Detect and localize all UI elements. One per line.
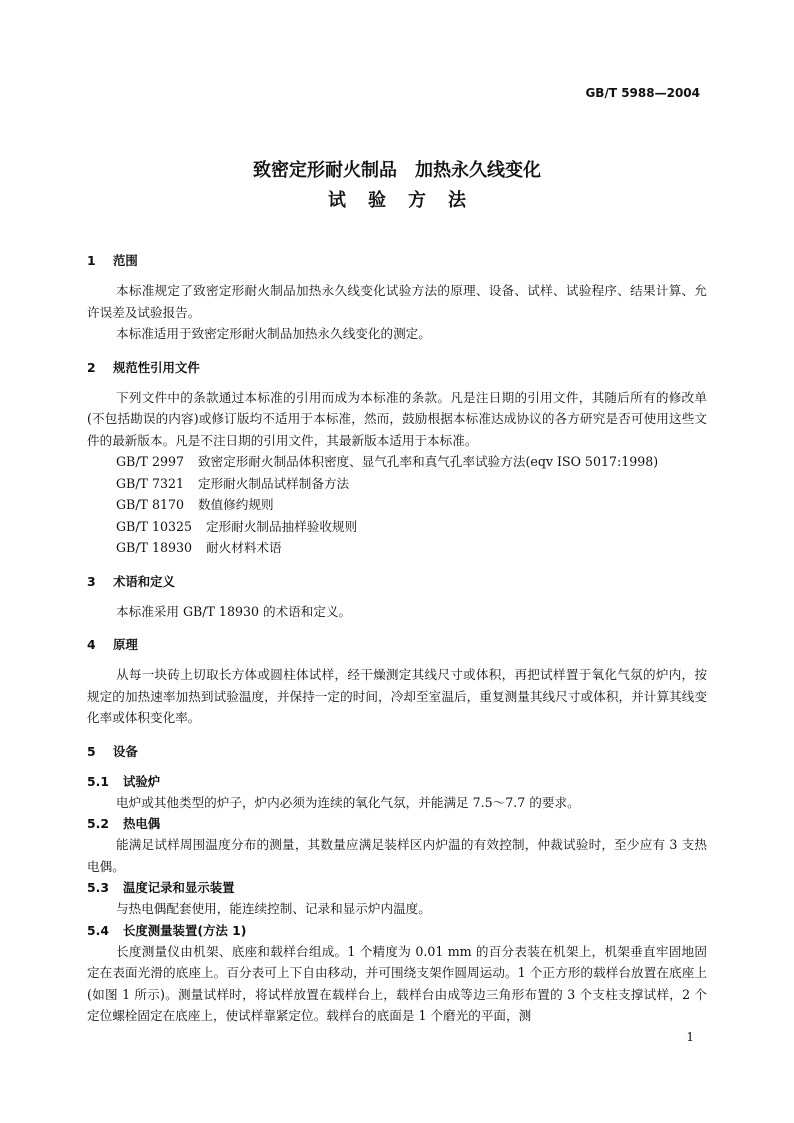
section-4-paragraph-1: 从每一块砖上切取长方体或圆柱体试样，经干燥测定其线尺寸或体积，再把试样置于氧化气氛的炉内，按规定的加热速率加热到试验温度，并保持一定的时间，冷却至室温后，重复测量其线尺寸或体积，并计算其线变化率或体积变化率。 <box>87 667 707 725</box>
subsection-heading-5-4: 5.4 长度测量装置(方法 1) <box>87 922 247 938</box>
document-body <box>87 250 707 1027</box>
subsection-5-2-paragraph: 能满足试样周围温度分布的测量，其数量应满足装样区内炉温的有效控制，仲裁试验时，至少应有 3 支热电偶。 <box>87 837 707 874</box>
section-1-paragraph-1: 本标准规定了致密定形耐火制品加热永久线变化试验方法的原理、设备、试样、试验程序、结果计算、允许误差及试验报告。 <box>87 283 707 320</box>
section-heading-1: 1 范围 <box>87 253 138 268</box>
section-heading-2: 2 规范性引用文件 <box>87 359 200 375</box>
section-3-paragraph-1: 本标准采用 GB/T 18930 的术语和定义。 <box>116 603 352 619</box>
section-heading-3: 3 术语和定义 <box>87 573 175 589</box>
subsection-5-4-paragraph: 长度测量仪由机架、底座和载样台组成。1 个精度为 0.01 mm 的百分表装在机架上，机架垂直牢固地固定在表面光滑的底座上。百分表可上下自由移动，并可围绕支架作圆周运动。1 个正方形的载样台放置在底座上(如图 1 所示)。测量试样时，将试样放置在载样台上，载样台由成等边三角形布置的 3 个支柱支撑试样，2 个定位螺栓固定在底座上，使试样靠紧定位。载样台的底面是 1 个磨光的平面，测 <box>87 943 707 1023</box>
reference-item: GB/T 2997 致密定形耐火制品体积密度、显气孔率和真气孔率试验方法(eqv ISO 5017:1998) <box>116 454 659 469</box>
reference-item: GB/T 7321 定形耐火制品试样制备方法 <box>116 475 350 491</box>
page-number: 1 <box>686 1030 694 1044</box>
subsection-5-1-paragraph: 电炉或其他类型的炉子，炉内必须为连续的氧化气氛，并能满足 7.5～7.7 的要求。 <box>116 794 580 810</box>
document-title-line2: 试验方法 <box>328 190 488 211</box>
reference-item: GB/T 8170 数值修约规则 <box>116 497 274 512</box>
subsection-5-3-paragraph: 与热电偶配套使用，能连续控制、记录和显示炉内温度。 <box>116 901 431 916</box>
subsection-heading-5-2: 5.2 热电偶 <box>87 816 161 831</box>
section-heading-4: 4 原理 <box>87 637 138 652</box>
section-1-paragraph-2: 本标准适用于致密定形耐火制品加热永久线变化的测定。 <box>116 326 431 341</box>
section-heading-5: 5 设备 <box>87 743 138 759</box>
subsection-heading-5-1: 5.1 试验炉 <box>87 773 161 789</box>
subsection-heading-5-3: 5.3 温度记录和显示装置 <box>87 880 235 895</box>
standard-code-header: GB/T 5988—2004 <box>585 86 700 100</box>
reference-item: GB/T 10325 定形耐火制品抽样验收规则 <box>116 518 358 534</box>
reference-item: GB/T 18930 耐火材料术语 <box>116 540 282 555</box>
section-2-paragraph-1: 下列文件中的条款通过本标准的引用而成为本标准的条款。凡是注日期的引用文件，其随后所有的修改单(不包括勘误的内容)或修订版均不适用于本标准，然而，鼓励根据本标准达成协议的各方研究是否可使用这些文件的最新版本。凡是不注日期的引用文件，其最新版本适用于本标准。 <box>87 389 707 448</box>
document-title-line1: 致密定形耐火制品 加热永久线变化 <box>253 160 541 181</box>
